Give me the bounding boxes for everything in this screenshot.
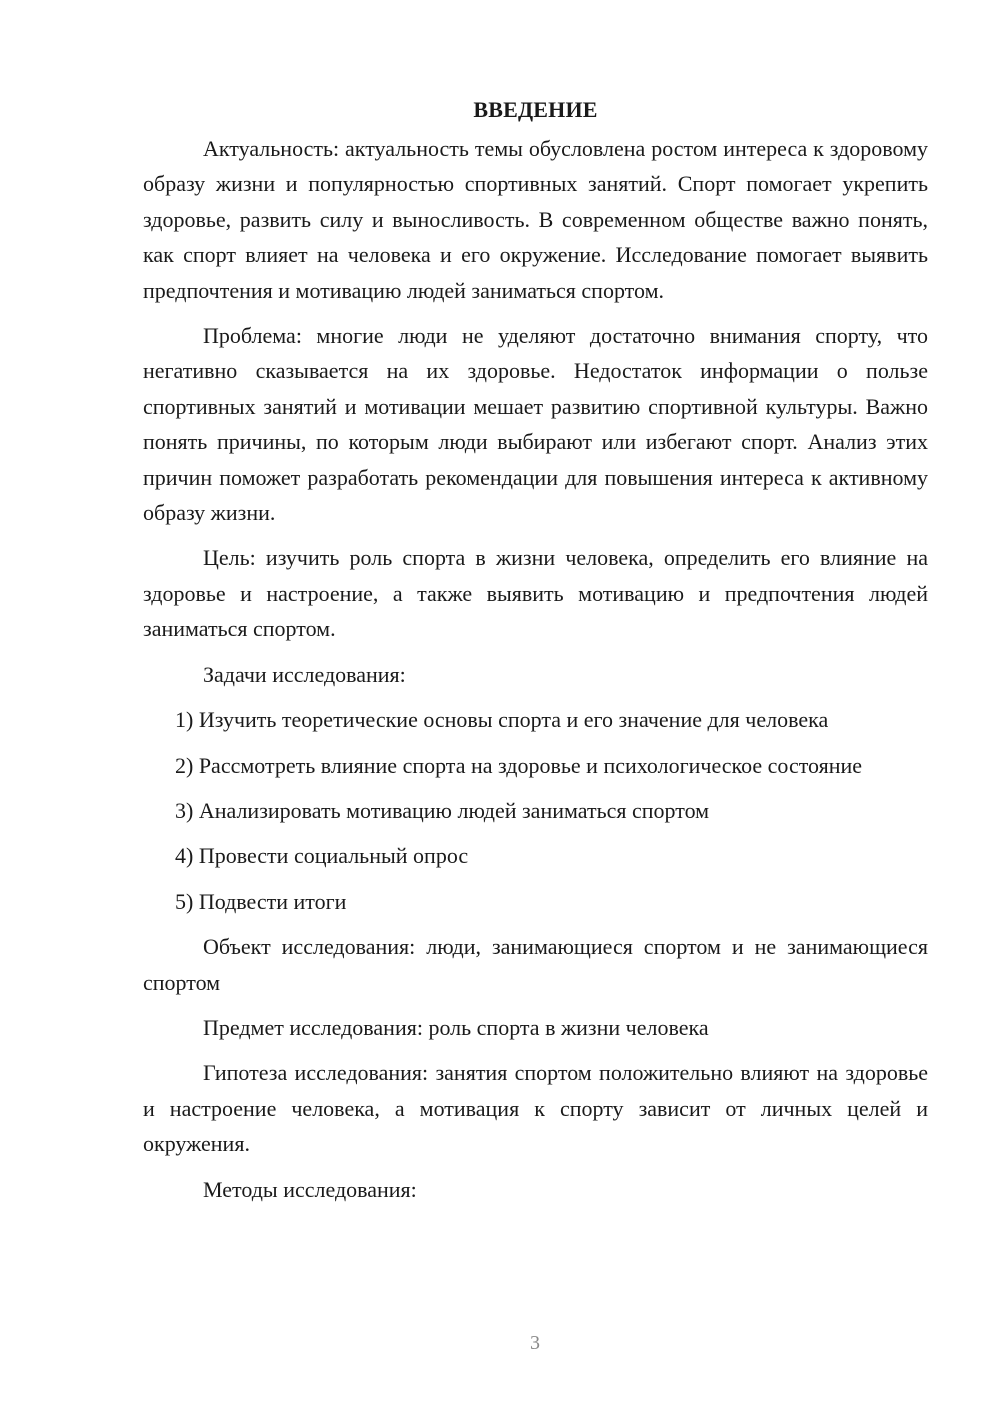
list-item-task-1: 1) Изучить теоретические основы спорта и его значение для человека xyxy=(175,707,829,733)
list-item-task-4: 4) Провести социальный опрос xyxy=(175,843,469,869)
list-item-task-2: 2) Рассмотреть влияние спорта на здоровье и психологическое состояние xyxy=(175,752,863,778)
paragraph-relevance: Актуальность: актуальность темы обусловлена ростом интереса к здоровому образу жизни и популярностью спортивных занятий. Спорт помогает укрепить здоровье, развить силу и выносливость. В современном обществе важно понять, как спорт влияет на человека и его окружение. Исследование помогает выявить предпочтения и мотивацию людей заниматься спортом. xyxy=(143,136,928,303)
paragraph-object: Объект исследования: люди, занимающиеся спортом и не занимающиеся спортом xyxy=(143,934,928,995)
paragraph-hypothesis: Гипотеза исследования: занятия спортом положительно влияют на здоровье и настроение человека, а мотивация к спорту зависит от личных целей и окружения. xyxy=(143,1060,928,1157)
list-item-task-5: 5) Подвести итоги xyxy=(175,888,347,914)
paragraph-goal: Цель: изучить роль спорта в жизни человека, определить его влияние на здоровье и настроение, а также выявить мотивацию и предпочтения людей заниматься спортом. xyxy=(143,545,928,642)
document-page xyxy=(143,92,928,1217)
paragraph-problem: Проблема: многие люди не уделяют достаточно внимания спорту, что негативно сказывается на их здоровье. Недостаток информации о пользе спортивных занятий и мотивации мешает развитию спортивной культуры. Важно понять причины, по которым люди выбирают или избегают спорт. Анализ этих причин поможет разработать рекомендации для повышения интереса к активному образу жизни. xyxy=(143,323,928,526)
list-item-task-3: 3) Анализировать мотивацию людей заниматься спортом xyxy=(175,797,710,823)
paragraph-subject: Предмет исследования: роль спорта в жизни человека xyxy=(203,1014,709,1040)
tasks-heading: Задачи исследования: xyxy=(203,661,406,687)
page-number: 3 xyxy=(530,1332,540,1354)
methods-heading: Методы исследования: xyxy=(203,1176,417,1202)
section-title: ВВЕДЕНИЕ xyxy=(473,97,598,122)
